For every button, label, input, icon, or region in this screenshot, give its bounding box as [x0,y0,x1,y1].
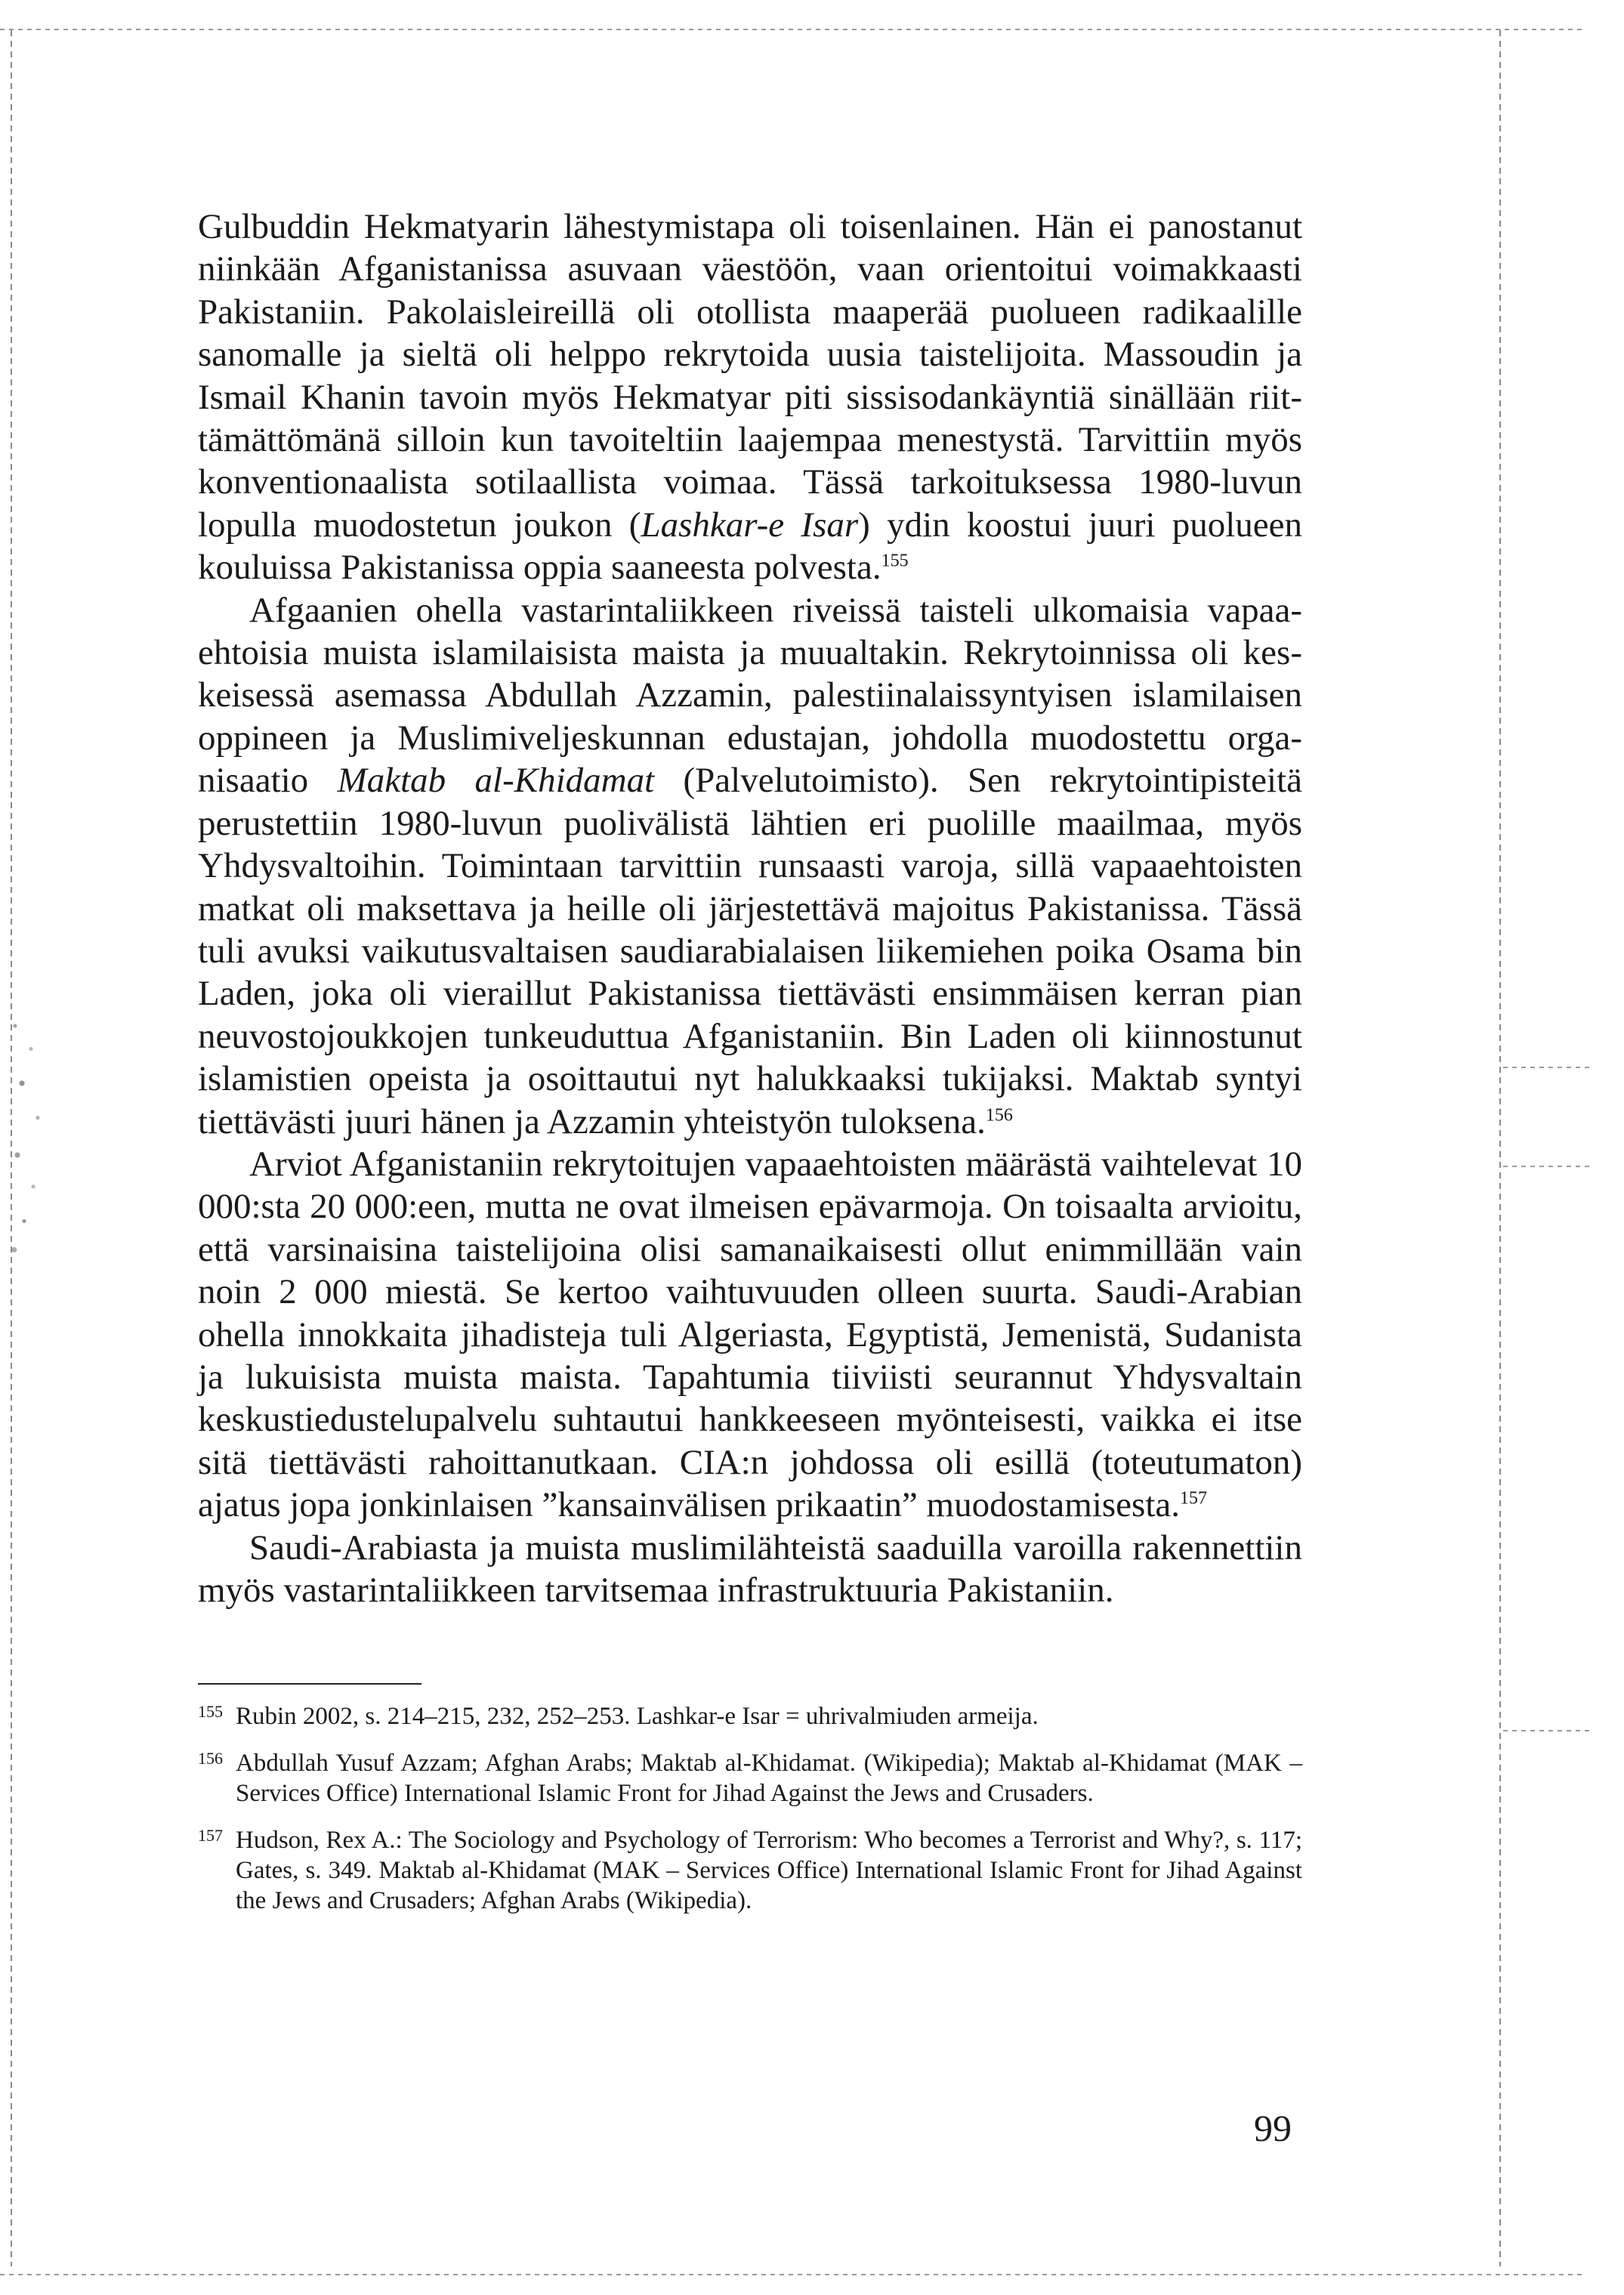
scan-mark-right-3 [1503,1730,1594,1731]
paragraph-3: Arviot Afganistaniin rekrytoitujen vapaaehtoisten määrästä vaihtelevat 10 000:sta 20 000:een, mutta ne ovat ilmeisen epävarmoja. On toisaalta arvioitu, että varsinaisina taistelijoina olisi samanaikaisesti ollut enimmillään vain noin 2 000 miestä. Se kertoo vaihtuvuuden olleen suurta. Saudi-Arabian ohella innokkaita jihadisteja tuli Algeriasta, Egyptistä, Jemenistä, Sudanista ja lukuisista muista maista. Tapahtumia tiiviisti seurannut Yhdysvaltain keskustiedustelupalvelu suhtautui hankkeeseen myönteisesti, vaikka ei itse sitä tiettävästi rahoittanutkaan. CIA:n johdossa oli esillä (toteutumaton) ajatus jopa jonkinlaisen ”kansainvälisen prikaatin” muodostamisesta.$^{157}$ [198,1144,1302,1525]
footnote-157 [198,1825,1302,1916]
paragraph-2: Afgaanien ohella vastarintaliikkeen riveissä taisteli ulkomaisia vapaaehtoisia muista islamilaisista maista ja muualtakin. Rekrytoinnissa oli keskeisessä asemassa Abdullah Azzamin, palestiinalaissyntyisen islamilaisen oppineen ja Muslimiveljeskunnan edustajan, johdolla muodostettu organisaatio Maktab al-Khidamat (Palvelutoimisto). Sen rekrytointipisteitä perustettiin 1980-luvun puolivälistä lähtien eri puolille maailmaa, myös Yhdysvaltoihin. Toimintaan tarvittiin runsaasti varoja, sillä vapaaehtoisten matkat oli maksettava ja heille oli järjestettävä majoitus Pakistanissa. Tässä tuli avuksi vaikutusvaltaisen saudiarabialaisen liikemiehen poika Osama bin Laden, joka oli vieraillut Pakistanissa tiettävästi ensimmäisen kerran pian neuvostojoukkojen tunkeuduttua Afganistaniin. Bin Laden oli kiinnostunut islamistien opeista ja osoittautui nyt halukkaaksi tukijaksi. Maktab syntyi tiettävästi juuri hänen ja Azzamin yhteistyön tuloksena.$^{156}$ [198,590,1302,1141]
scan-edge-right [1499,30,1501,2266]
scan-edge-top [0,29,1586,30]
scan-mark-right-1 [1503,1067,1594,1068]
paragraph-1: Gulbuddin Hekmatyarin lähestymistapa oli toisenlainen. Hän ei panostanut niinkään Afganistanissa asuvaan väestöön, vaan orientoitui voimakkaasti Pakistaniin. Pakolaisleireillä oli otollista maaperää puolueen radikaalille sanomalle ja sieltä oli helppo rekrytoida uusia taistelijoita. Massoudin ja Ismail Khanin tavoin myös Hekmatyar piti sissisodankäyntiä sinällään riittämättömänä silloin kun tavoiteltiin laajempaa menestystä. Tarvittiin myös konventionaalista sotilaallista voimaa. Tässä tarkoituksessa 1980-luvun lopulla muodostetun joukon (Lashkar-e Isar) ydin koostui juuri puolueen kouluissa Pakistanissa oppia saaneesta polvesta.$^{155}$ [198,207,1302,588]
footnotes [198,1701,1302,1932]
footnote-155 [198,1701,1302,1731]
page-number: 99 [1254,2107,1292,2149]
scan-specks [6,997,51,1284]
scan-mark-right-2 [1503,1166,1594,1167]
scan-edge-bottom [0,2274,1586,2275]
footnote-ref: 156 [985,1104,1013,1125]
footnote-156 [198,1748,1302,1809]
footnote-text: Abdullah Yusuf Azzam; Afghan Arabs; Maktab al-Khidamat. (Wikipedia); Maktab al-Khidamat (MAK – Services Office) International Islamic Front for Jihad Against the Jews and Crusaders. [236,1750,1302,1807]
footnote-ref: 157 [1180,1488,1208,1509]
footnote-ref: 155 [881,551,909,571]
footnote-number: 155 [198,1702,223,1721]
paragraph-4: Saudi-Arabiasta ja muista muslimilähteistä saaduilla varoilla rakennettiin myös vastarintaliikkeen tarvitsemaa infrastruktuuria Pakistaniin. [198,1527,1302,1610]
footnote-number: 157 [198,1826,223,1845]
footnote-text: Hudson, Rex A.: The Sociology and Psychology of Terrorism: Who becomes a Terrorist and Why?, s. 117; Gates, s. 349. Maktab al-Khidamat (MAK – Services Office) International Islamic Front for Jihad Against the Jews and Crusaders; Afghan Arabs (Wikipedia). [236,1827,1302,1914]
body-text [198,205,1302,1611]
footnote-divider [198,1683,421,1685]
footnote-number: 156 [198,1749,223,1768]
footnote-text: Rubin 2002, s. 214–215, 232, 252–253. Lashkar-e Isar = uhrivalmiuden armeija. [236,1703,1039,1730]
